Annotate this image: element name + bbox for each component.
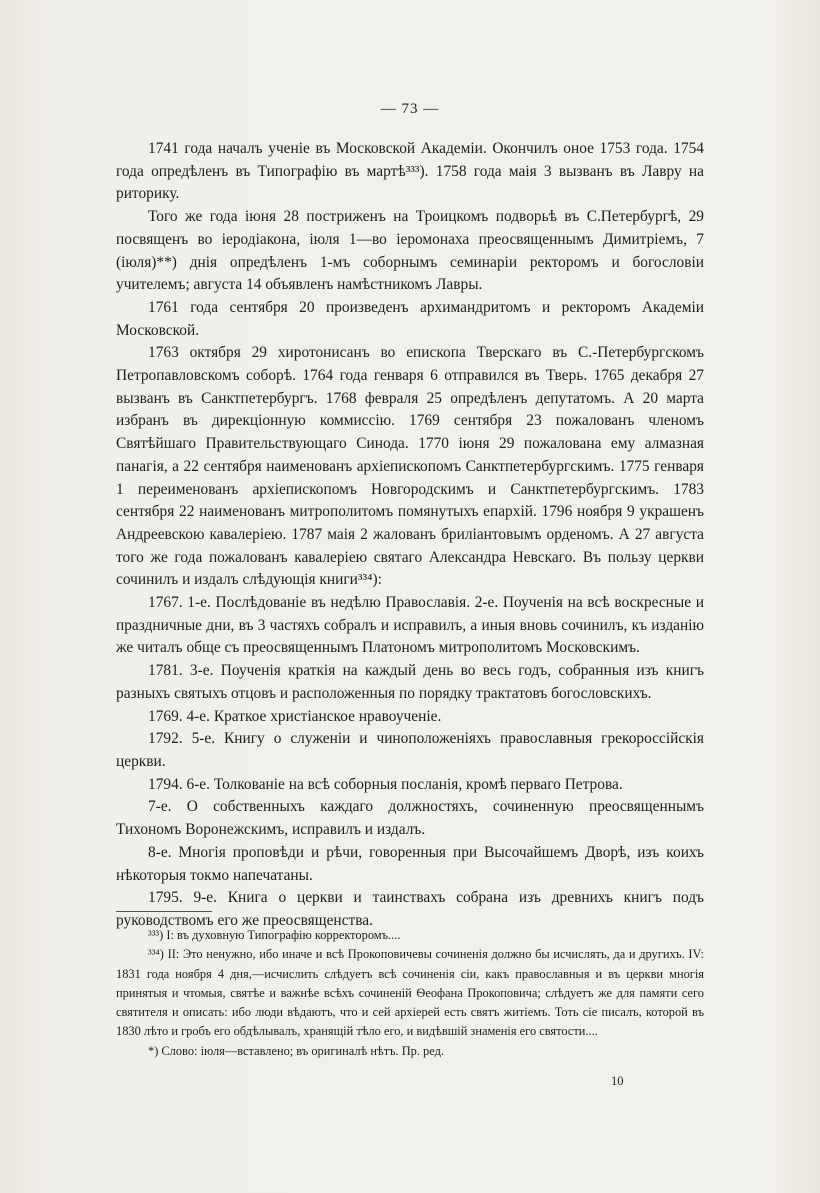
- paragraph: 1781. 3-е. Поученія краткія на каждый день во весь годъ, собранныя изъ книгъ разныхъ святыхъ отцовъ и расположенныя по порядку трактатовъ богословскихъ.: [116, 662, 704, 702]
- paragraph: 1794. 6-е. Толкованіе на всѣ соборныя посланія, кромѣ перваго Петрова.: [148, 775, 623, 793]
- paragraph: 1767. 1-е. Послѣдованіе въ недѣлю Православія. 2-е. Поученія на всѣ воскресные и праздничные дни, въ 3 частяхъ собралъ и исправилъ, а иныя вновь сочинилъ, къ изданію же читалъ обще съ преосвященнымъ Платономъ митрополитомъ Московскимъ.: [116, 594, 704, 657]
- paragraph: 1795. 9-е. Книга о церкви и таинствахъ собрана изъ древнихъ книгъ подъ руководствомъ его же преосвященства.: [116, 889, 704, 929]
- main-text: [116, 138, 704, 933]
- footnotes: [116, 926, 704, 1061]
- page-number: — 73 —: [380, 101, 440, 117]
- paragraph: Того же года іюня 28 постриженъ на Троицкомъ подворьѣ въ С.Петербургѣ, 29 посвященъ во іеродіакона, іюля 1—во іеромонаха преосвященнымъ Димитріемъ, 7 (іюля)**) днія опредѣленъ 1-мъ соборнымъ семинаріи ректоромъ и богословіи учителемъ; августа 14 объявленъ намѣстникомъ Лавры.: [116, 208, 704, 294]
- paragraph: 7-е. О собственныхъ каждаго должностяхъ, сочиненную преосвященнымъ Тихономъ Воронежскимъ, исправилъ и издалъ.: [116, 798, 704, 839]
- paragraph: 1761 года сентября 20 произведенъ архимандритомъ и ректоромъ Академіи Московской.: [116, 298, 704, 339]
- paragraph: 1792. 5-е. Книгу о служеніи и чиноположеніяхъ православныя грекороссійскія церкви.: [116, 730, 704, 770]
- paragraph: 1769. 4-е. Краткое христіанское нравоученіе.: [148, 707, 442, 725]
- signature-number: 10: [611, 1074, 624, 1088]
- footnote: ³³³) I: въ духовную Типографію корректоромъ....: [148, 928, 401, 942]
- footnote-divider: [116, 911, 212, 912]
- footnote: *) Слово: іюля—вставлено; въ оригиналѣ нѣтъ. Пр. ред.: [148, 1043, 444, 1058]
- paragraph: 1741 года началъ ученіе въ Московской Академіи. Окончилъ оное 1753 года. 1754 года опредѣленъ въ Типографію въ мартѣ³³³). 1758 года маія 3 вызванъ въ Лавру на риторику.: [116, 140, 704, 203]
- paragraph: 8-е. Многія проповѣди и рѣчи, говоренныя при Высочайшемъ Дворѣ, изъ коихъ нѣкоторыя токмо напечатаны.: [116, 843, 704, 884]
- footnote: ³³⁴) II: Это ненужно, ибо иначе и всѣ Прокоповичевы сочиненія должно бы исчислять, да и другихъ. IV: 1831 года ноября 4 дня,—исчислить слѣдуетъ всѣ сочиненія сіи, какъ православныя и въ церкви многія принятыя и чтомыя, святѣе и важнѣе всѣхъ сочиненій Ѳеофана Прокоповича; слѣдуетъ же для памяти сего святителя и описать: ибо люди вѣдаютъ, что и сей архіерей есть святъ житіемъ. Тоть сіе писалъ, которой въ 1830 лѣто и гробъ его обдѣлывалъ, хранящій тѣло его, и видѣвшій знаменія его святости....: [116, 947, 704, 1039]
- paragraph: 1763 октября 29 хиротонисанъ во епископа Тверскаго въ С.-Петербургскомъ Петропавловскомъ соборѣ. 1764 года генваря 6 отправился въ Тверь. 1765 декабря 27 вызванъ въ Санктпетербургъ. 1768 февраля 25 опредѣленъ депутатомъ. А 20 марта избранъ въ дирекціонную коммиссію. 1769 сентября 23 пожалованъ членомъ Святѣйшаго Правительствующаго Синода. 1770 іюня 29 пожалована ему алмазная панагія, а 22 сентября наименованъ архіепископомъ Санктпетербургскимъ. 1775 генваря 1 переименованъ архіепископомъ Новгородскимъ и Санктпетербургскимъ. 1783 сентября 22 наименованъ митрополитомъ помянутыхъ епархій. 1796 ноября 9 украшенъ Андреевскою кавалеріею. 1787 маія 2 жалованъ бриліантовымъ орденомъ. А 27 августа того же года пожалованъ кавалеріею святаго Александра Невскаго. Въ пользу церкви сочинилъ и издалъ слѣдующія книги³³⁴):: [116, 344, 704, 589]
